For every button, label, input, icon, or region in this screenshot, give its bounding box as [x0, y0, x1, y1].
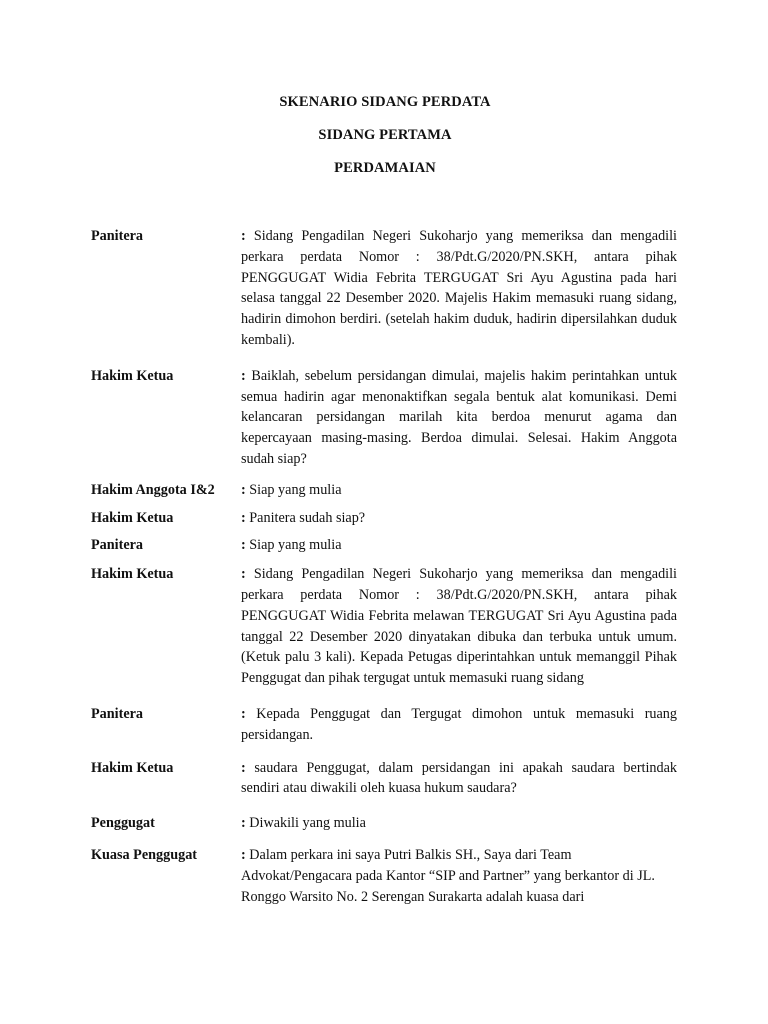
speech-text: : saudara Penggugat, dalam persidangan ini apakah saudara bertindak sendiri atau diwakili oleh kuasa hukum saudara?	[241, 759, 678, 797]
dialogue-entry	[91, 564, 677, 689]
speaker-name: Hakim Ketua	[91, 509, 174, 526]
speaker-name: Hakim Ketua	[91, 759, 174, 776]
speech-text: : Siap yang mulia	[241, 537, 342, 554]
document-section-title: PERDAMAIAN	[334, 160, 436, 176]
speech-text: : Sidang Pengadilan Negeri Sukoharjo yang memeriksa dan mengadili perkara perdata Nomor : 38/Pdt.G/2020/PN.SKH, antara pihak PENGGUGAT Widia Febrita TERGUGAT Sri Ayu Agustina pada hari selasa tanggal 22 Desember 2020. Majelis Hakim memasuki ruang sidang, hadirin dimohon berdiri. (setelah hakim duduk, hadirin dipersilahkan duduk kembali).	[241, 228, 677, 348]
speaker-name: Hakim Anggota I&2	[91, 481, 215, 498]
speech-text: : Diwakili yang mulia	[241, 815, 366, 832]
dialogue-entry	[91, 813, 677, 834]
speaker-name: Kuasa Penggugat	[91, 846, 198, 863]
dialogue-entry	[91, 704, 677, 746]
document-titles	[0, 92, 768, 191]
dialogue-entry	[91, 226, 677, 351]
speaker-name: Penggugat	[91, 815, 155, 832]
speaker-name: Hakim Ketua	[91, 367, 174, 384]
dialogue-entry	[91, 845, 677, 907]
speech-text: : Baiklah, sebelum persidangan dimulai, majelis hakim perintahkan untuk semua hadirin agar menonaktifkan segala bentuk alat komunikasi. Demi kelancaran persidangan marilah kita berdoa menurut agama dan kepercayaan masing-masing. Berdoa dimulai. Selesai. Hakim Anggota sudah siap?	[241, 367, 678, 467]
dialogue-entry	[91, 366, 677, 470]
speaker-name: Panitera	[91, 537, 144, 554]
dialogue-entry	[91, 535, 677, 556]
speaker-name: Panitera	[91, 228, 144, 244]
document-subtitle: SIDANG PERTAMA	[318, 127, 452, 143]
speech-text: : Siap yang mulia	[241, 481, 342, 498]
speaker-name: Hakim Ketua	[91, 566, 174, 583]
dialogue-entry	[91, 758, 677, 800]
speaker-name: Panitera	[91, 705, 144, 722]
speech-text: : Kepada Penggugat dan Tergugat dimohon untuk memasuki ruang persidangan.	[241, 705, 677, 743]
dialogue-entry	[91, 508, 677, 529]
document-title: SKENARIO SIDANG PERDATA	[279, 94, 491, 110]
dialogue-list	[91, 226, 677, 907]
dialogue-entry	[91, 480, 677, 501]
speech-text: : Dalam perkara ini saya Putri Balkis SH., Saya dari Team Advokat/Pengacara pada Kantor “SIP and Partner” yang berkantor di JL. Ronggo Warsito No. 2 Serengan Surakarta adalah kuasa dari	[241, 846, 655, 905]
speech-text: : Sidang Pengadilan Negeri Sukoharjo yang memeriksa dan mengadili perkara perdata Nomor : 38/Pdt.G/2020/PN.SKH, antara pihak PENGGUGAT Widia Febrita melawan TERGUGAT Sri Ayu Agustina pada tanggal 22 Desember 2020 dinyatakan dibuka dan terbuka untuk umum. (Ketuk palu 3 kali). Kepada Petugas diperintahkan untuk memanggil Pihak Penggugat dan pihak tergugat untuk memasuki ruang sidang	[241, 566, 677, 687]
speech-text: : Panitera sudah siap?	[241, 509, 366, 526]
